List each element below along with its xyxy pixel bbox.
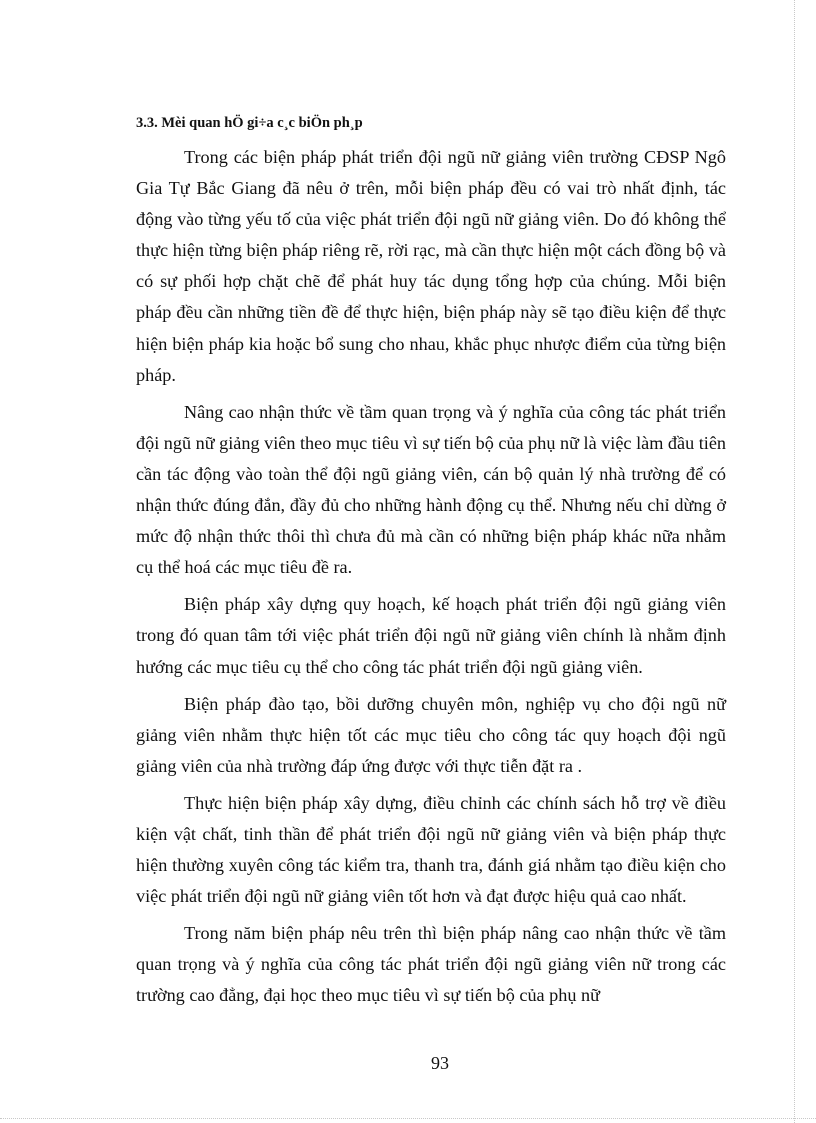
page-number: 93 bbox=[431, 1053, 449, 1073]
paragraph: Trong năm biện pháp nêu trên thì biện pháp nâng cao nhận thức về tầm quan trọng và ý nghĩa của công tác phát triển đội ngũ giảng viên nữ trong các trường cao đẳng, đại học theo mục tiêu vì sự tiến bộ của phụ nữ bbox=[136, 923, 726, 1006]
body-text bbox=[136, 142, 726, 1018]
page-edge-right bbox=[794, 0, 795, 1123]
paragraph: Biện pháp đào tạo, bồi dưỡng chuyên môn, nghiệp vụ cho đội ngũ nữ giảng viên nhằm thực hiện tốt các mục tiêu cho công tác quy hoạch đội ngũ giảng viên của nhà trường đáp ứng được với thực tiễn đặt ra . bbox=[136, 693, 726, 776]
section-heading: 3.3. Mèi quan hÖ gi÷a c¸c biÖn ph¸p bbox=[136, 115, 363, 131]
paragraph: Nâng cao nhận thức về tầm quan trọng và ý nghĩa của công tác phát triển đội ngũ nữ giảng viên theo mục tiêu vì sự tiến bộ của phụ nữ là việc làm đầu tiên cần tác động vào toàn thể đội ngũ giảng viên, cán bộ quản lý nhà trường để có nhận thức đúng đắn, đầy đủ cho những hành động cụ thể. Nhưng nếu chỉ dừng ở mức độ nhận thức thôi thì chưa đủ mà cần có những biện pháp khác nữa nhằm cụ thể hoá các mục tiêu đề ra. bbox=[136, 401, 726, 578]
paragraph: Biện pháp xây dựng quy hoạch, kế hoạch phát triển đội ngũ giảng viên trong đó quan tâm tới việc phát triển đội ngũ nữ giảng viên chính là nhằm định hướng các mục tiêu cụ thể cho công tác phát triển đội ngũ giảng viên. bbox=[136, 594, 726, 677]
paragraph: Trong các biện pháp phát triển đội ngũ nữ giảng viên trường CĐSP Ngô Gia Tự Bắc Giang đã nêu ở trên, mỗi biện pháp đều có vai trò nhất định, tác động vào từng yếu tố của việc phát triển đội ngũ nữ giảng viên. Do đó không thể thực hiện từng biện pháp riêng rẽ, rời rạc, mà cần thực hiện một cách đồng bộ và có sự phối hợp chặt chẽ để phát huy tác dụng tổng hợp của chúng. Mỗi biện pháp đều cần những tiền đề để thực hiện, biện pháp này sẽ tạo điều kiện để thực hiện biện pháp kia hoặc bổ sung cho nhau, khắc phục nhược điểm của từng biện pháp. bbox=[136, 147, 726, 385]
paragraph: Thực hiện biện pháp xây dựng, điều chỉnh các chính sách hỗ trợ về điều kiện vật chất, tinh thần để phát triển đội ngũ nữ giảng viên và biện pháp thực hiện thường xuyên công tác kiểm tra, thanh tra, đánh giá nhằm tạo điều kiện cho việc phát triển đội ngũ nữ giảng viên tốt hơn và đạt được hiệu quả cao nhất. bbox=[136, 792, 726, 907]
page-edge-bottom bbox=[0, 1118, 816, 1119]
